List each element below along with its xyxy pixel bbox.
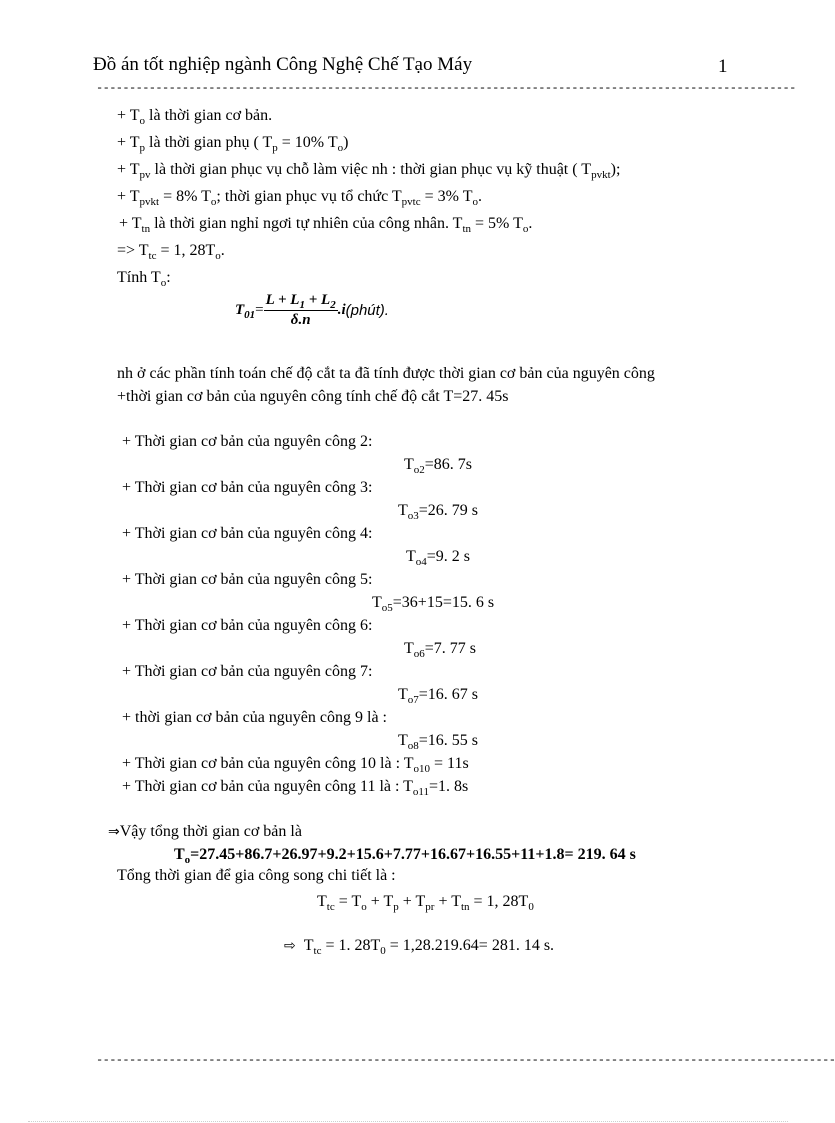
op-7-label: + Thời gian cơ bản của nguyên công 7:: [122, 663, 373, 680]
total-time-equation: $T_{tc} = T_o + T_p + T_{pr} + T_{tn} = 1$, $28T_0$: [317, 893, 534, 913]
def-ttn: + $T_{tn}$ là thời gian nghỉ ngơi tự nhiên của công nhân. $T_{tn} = 5\%$ $T_o$.: [119, 215, 533, 235]
formula-fraction: $\frac{L + L_1 + L_2}{\delta.n}$: [265, 292, 336, 328]
op-4-label: + Thời gian cơ bản của nguyên công 4:: [122, 525, 373, 542]
op-3-label: + Thời gian cơ bản của nguyên công 3:: [122, 479, 373, 496]
op-7-value: $T_{o7}=16$. 67 s: [398, 686, 479, 706]
op-6-label: + Thời gian cơ bản của nguyên công 6:: [122, 617, 373, 634]
footer-rule: ----------------------------------------------------------------------------------------------------------------: [96, 1053, 835, 1067]
op-4-value: $T_{o4}=9$. 2 s: [406, 548, 471, 568]
def-to: + $T_o$ là thời gian cơ bản.: [117, 107, 273, 127]
tinh-to-label: Tính $T_o$:: [117, 269, 171, 289]
op-2-value: $T_{o2}=86$. 7s: [404, 456, 473, 476]
intro-line-1: nh ở các phần tính toán chế độ cắt ta đã tính được thời gian cơ bản của nguyên công: [117, 365, 655, 382]
op-6-value: $T_{o6}=7$. 77 s: [404, 640, 477, 660]
op-9-value: $T_{o8}=16$. 55 s: [398, 732, 479, 752]
page-header-title: Đồ án tốt nghiệp ngành Công Nghệ Chế Tạo Máy: [93, 54, 473, 75]
op-2-label: + Thời gian cơ bản của nguyên công 2:: [122, 433, 373, 450]
op-3-value: $T_{o3}=26$. 79 s: [398, 502, 479, 522]
page-bottom-divider: [28, 1121, 788, 1122]
def-tpv: + $T_{pv}$ là thời gian phục vụ chỗ làm việc nh : thời gian phục vụ kỹ thuật ( $T_{pvkt}$);: [117, 161, 621, 181]
op-10-line: + Thời gian cơ bản của nguyên công 10 là : $T_{o10} = 11s$: [122, 755, 469, 775]
total-time-label: Tổng thời gian để gia công song chi tiết là :: [117, 867, 396, 884]
intro-line-2: +thời gian cơ bản của nguyên công tính chế độ cắt T=27. 45s: [117, 388, 509, 405]
op-9-label: + thời gian cơ bản của nguyên công 9 là :: [122, 709, 387, 726]
op-5-label: + Thời gian cơ bản của nguyên công 5:: [122, 571, 373, 588]
right-arrow-icon: ⇨: [284, 938, 296, 954]
def-tp: + $T_p$ là thời gian phụ ( $T_p = 10\%$ $T_o$): [117, 134, 349, 154]
summary-sum: $T_o=27.45+86.7+26.97+9.2+15.6+7.77+16.67+16.55+11+1.8= 219$. 64 s: [174, 846, 636, 866]
def-ttc: => $T_{tc} = 1$, $28T_o$.: [117, 242, 225, 262]
page-number: 1: [718, 56, 728, 77]
op-11-line: + Thời gian cơ bản của nguyên công 11 là : $T_{o11}=1$. 8s: [122, 778, 469, 798]
implies-arrow-icon: ⇒: [108, 824, 120, 840]
formula-t01: $T_{01}$ = $\frac{L + L_1 + L_2}{\delta.n}$ .i (phút).: [235, 292, 389, 328]
header-rule: ----------------------------------------------------------------------------------------------------------: [96, 81, 796, 95]
op-5-value: $T_{o5}=36+15=15$. 6 s: [372, 594, 495, 614]
summary-label: ⇒Vậy tổng thời gian cơ bản là: [108, 823, 302, 840]
final-result: ⇨ $T_{tc} = 1$. $28T_0 = 1,28.219.64= 281$. 14 s.: [284, 937, 555, 957]
def-tpvkt: + $T_{pvkt} = 8\%$ $T_o$; thời gian phục vụ tổ chức $T_{pvtc} = 3\%$ $T_o$.: [117, 188, 482, 208]
